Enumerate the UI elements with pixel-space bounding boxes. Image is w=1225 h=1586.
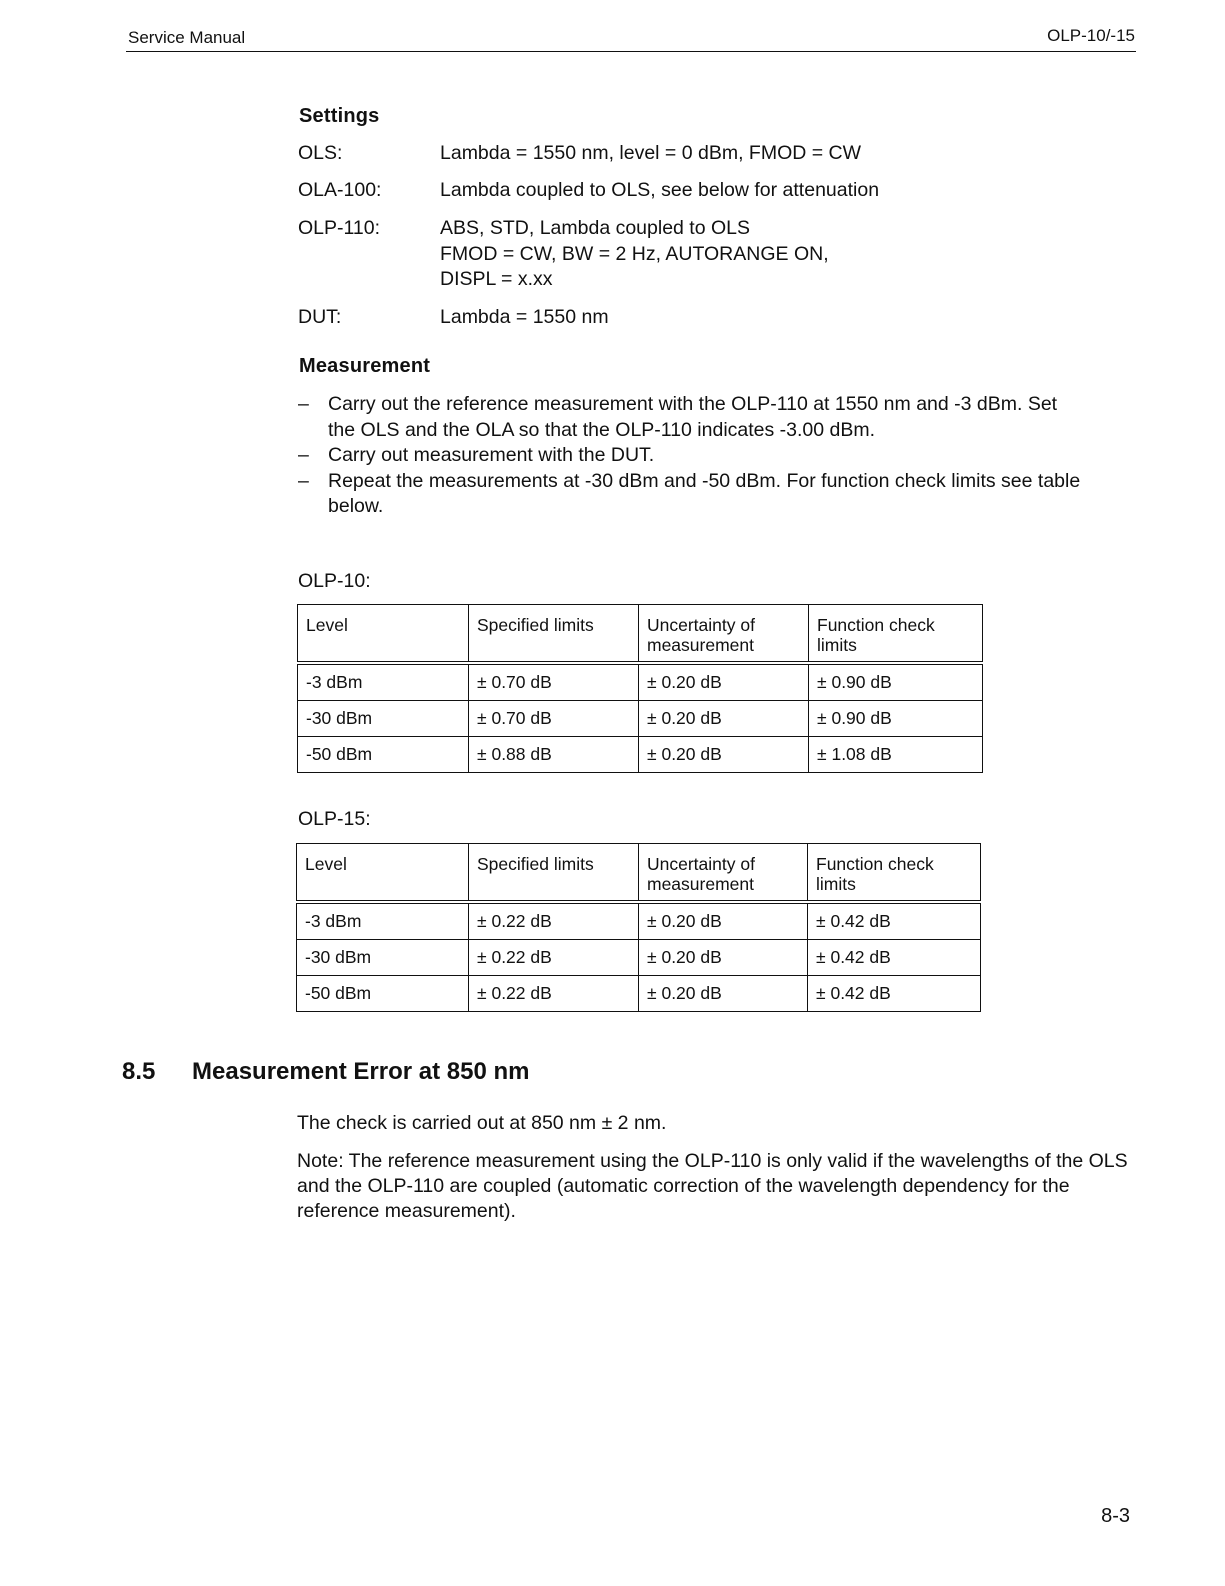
bullet-text: Repeat the measurements at -30 dBm and -50 dBm. For function check limits see table below. [328,469,1081,517]
table-caption-olp10: OLP-10: [298,570,371,592]
cell-function-check: ± 0.42 dB [808,975,981,1011]
cell-specified: ± 0.22 dB [469,939,639,975]
cell-specified: ± 0.70 dB [469,700,639,736]
table-caption-olp15: OLP-15: [298,808,371,830]
settings-value-olp110-line: FMOD = CW, BW = 2 Hz, AUTORANGE ON, [440,242,829,265]
page-number: 8-3 [1101,1505,1130,1527]
header-divider [126,51,1136,52]
list-item [298,443,1118,469]
section-title: Measurement Error at 850 nm [192,1058,530,1085]
settings-value-ola: Lambda coupled to OLS, see below for attenuation [440,179,880,201]
section-number: 8.5 [122,1058,156,1085]
running-header-model: OLP-10/-15 [1047,26,1135,45]
cell-specified: ± 0.22 dB [469,975,639,1011]
header-cell: Level [297,844,469,902]
cell-level: -50 dBm [298,736,469,772]
limits-table-olp10 [297,604,983,773]
settings-value-ols: Lambda = 1550 nm, level = 0 dBm, FMOD = CW [440,142,862,164]
limits-table-olp15 [296,843,981,1012]
settings-value-olp110-line: DISPL = x.xx [440,268,553,290]
header-cell: Function check limits [809,605,983,663]
table-header-row [298,605,983,663]
settings-label-ols: OLS: [298,142,343,164]
table-row [297,902,981,940]
table-row [297,975,981,1011]
header-cell: Uncertainty of measurement [639,844,808,902]
bullet-dash: – [298,444,309,466]
settings-label-dut: DUT: [298,306,342,328]
table-row [298,736,983,772]
settings-label-ola: OLA-100: [298,179,382,201]
bullet-dash: – [298,469,309,492]
table-row [298,700,983,736]
table-row [297,939,981,975]
cell-level: -3 dBm [297,902,469,940]
running-header-title: Service Manual [128,28,246,47]
cell-uncertainty: ± 0.20 dB [639,700,809,736]
cell-level: -50 dBm [297,975,469,1011]
header-cell: Uncertainty of measurement [639,605,809,663]
measurement-heading: Measurement [299,355,431,377]
cell-level: -30 dBm [298,700,469,736]
settings-heading: Settings [299,105,380,127]
cell-specified: ± 0.22 dB [469,902,639,940]
cell-specified: ± 0.88 dB [469,736,639,772]
header-cell: Specified limits [469,605,639,663]
cell-uncertainty: ± 0.20 dB [639,736,809,772]
cell-function-check: ± 0.90 dB [809,663,983,701]
cell-function-check: ± 0.42 dB [808,939,981,975]
settings-label-olp110: OLP-110: [298,217,381,239]
cell-function-check: ± 1.08 dB [809,736,983,772]
cell-uncertainty: ± 0.20 dB [639,975,808,1011]
list-item [298,392,1118,443]
table-header-row [297,844,981,902]
header-cell: Level [298,605,469,663]
bullet-text: Carry out the reference measurement with the OLP-110 at 1550 nm and -3 dBm. Set the OLS and the OLA so that the OLP-110 indicates -3.00 dBm. [328,393,1058,441]
cell-uncertainty: ± 0.20 dB [639,902,808,940]
bullet-text: Carry out measurement with the DUT. [328,444,655,466]
header-cell: Specified limits [469,844,639,902]
cell-uncertainty: ± 0.20 dB [639,939,808,975]
measurement-steps [298,392,1118,520]
cell-function-check: ± 0.42 dB [808,902,981,940]
bullet-dash: – [298,393,309,415]
settings-value-olp110 [440,216,829,293]
list-item [298,469,1118,520]
settings-value-olp110-line: ABS, STD, Lambda coupled to OLS [440,217,751,239]
cell-level: -3 dBm [298,663,469,701]
section-paragraph: The check is carried out at 850 nm ± 2 nm. [297,1112,667,1134]
cell-level: -30 dBm [297,939,469,975]
section-note: Note: The reference measurement using the OLP-110 is only valid if the wavelengths of the OLS and the OLP-110 are coupled (automatic correction of the wavelength dependency for the reference measurement). [297,1150,1128,1222]
header-cell: Function check limits [808,844,981,902]
cell-function-check: ± 0.90 dB [809,700,983,736]
settings-value-dut: Lambda = 1550 nm [440,306,609,328]
cell-specified: ± 0.70 dB [469,663,639,701]
table-row [298,663,983,701]
cell-uncertainty: ± 0.20 dB [639,663,809,701]
